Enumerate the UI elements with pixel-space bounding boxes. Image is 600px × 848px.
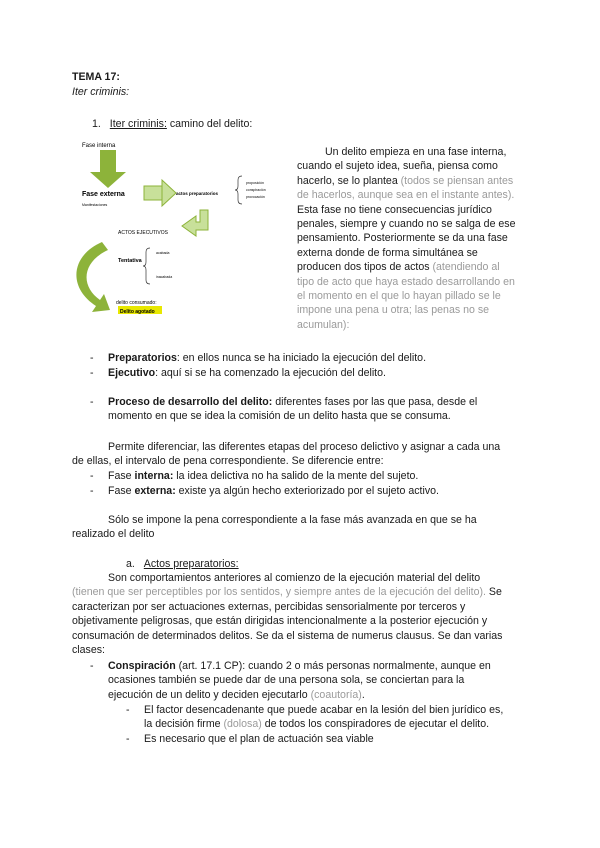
page-subtitle: Iter criminis:: [72, 86, 130, 98]
intro-line: externa donde de forma simultánea se: [297, 246, 478, 259]
section-heading-link-text: Iter criminis:: [109, 118, 167, 130]
arrow-right-shape: [144, 186, 162, 200]
diagram-delito-agotado: Delito agotado: [120, 309, 155, 315]
paragraph: Sólo se impone la pena correspondiente a la fase más avanzada en que se ha realizado el delito: [72, 514, 477, 541]
list-item: - Preparatorios: en ellos nunca se ha iniciado la ejecución del delito.: [90, 352, 427, 364]
diagram-fase-interna: Fase interna: [82, 143, 116, 149]
intro-line: hacerlo, se lo plantea (todos se piensan antes: [297, 174, 514, 187]
arrow-down-shape: [100, 150, 116, 174]
intro-line: Esta fase no tiene consecuencias jurídico: [297, 203, 492, 216]
diagram-fase-externa: Fase externa: [82, 191, 125, 198]
intro-line: impone una pena u otra; las penas no se: [297, 304, 490, 317]
brace-tentativa: [143, 248, 150, 284]
diagram-acabada: acabada: [156, 251, 170, 255]
list-item: - Fase externa: existe ya algún hecho exteriorizado por el sujeto activo.: [90, 485, 439, 497]
diagram-actos-ejecutivos: ACTOS EJECUTIVOS: [118, 230, 168, 236]
paragraph: Son comportamientos anteriores al comienzo de la ejecución material del delito (tienen que ser perceptibles por los sentidos, y siempre antes de la ejecución del delito). Se caracterizan por ser actuaciones externas, percibidas sensorialmente por terceros y objetivamente peligrosas, que están dirigidas intencionalmente a la posterior ejecución y consumación de determinados delitos. Se da el sistema de numerus clausus. Se dan varias clases:: [72, 572, 503, 657]
arrow-down-head: [90, 172, 126, 188]
section-number: 1.: [92, 118, 101, 130]
intro-line: penales, siempre y cuando no se salga de ese: [297, 218, 516, 231]
subsection-heading: a. Actos preparatorios:: [126, 558, 239, 570]
intro-line: tipo de acto que haya estado desarrollando en: [297, 275, 515, 288]
intro-line: el momento en el que lo hayan pillado se le: [297, 290, 501, 303]
diagram-inacabada: inacabada: [156, 275, 173, 279]
arrow-curve-shape: [76, 242, 110, 312]
arrow-right-head: [162, 180, 176, 206]
list-item: - Conspiración (art. 17.1 CP): cuando 2 o más personas normalmente, aunque en ocasiones también se puede dar de una persona sola, se conciertan para la ejecución de un delito y deciden ejecutarlo (coautoría).: [90, 660, 491, 701]
intro-paragraph: [297, 145, 537, 332]
intro-line: de hacerlos, aunque sea en el instante antes).: [297, 189, 515, 202]
section-heading: [92, 117, 252, 131]
intro-line: acumulan):: [297, 318, 350, 331]
intro-line: Un delito empieza en una fase interna,: [325, 146, 507, 158]
arrow-turn-shape: [182, 210, 208, 236]
paragraph: Permite diferenciar, las diferentes etapas del proceso delictivo y asignar a cada una de ellas, el intervalo de pena correspondiente. Se diferencie entre:: [72, 441, 501, 468]
sub-list-item: - El factor desencadenante que puede acabar en la lesión del bien jurídico es, la decisión firme (dolosa) de todos los conspiradores de ejecutar el delito.: [126, 704, 504, 731]
diagram-brace-text-3: provocación: [246, 195, 265, 199]
list-item: - Proceso de desarrollo del delito: diferentes fases por las que pasa, desde el momento en que se idea la comisión de un delito hasta que se consuma.: [90, 396, 478, 423]
list-item: - Fase interna: la idea delictiva no ha salido de la mente del sujeto.: [90, 470, 419, 482]
diagram-delito-consumado: delito consumado:: [116, 300, 157, 306]
sub-list-item: - Es necesario que el plan de actuación sea viable: [126, 733, 374, 745]
intro-line: cuando el sujeto idea, sueña, piensa como: [297, 160, 498, 173]
diagram-brace-text-2: conspiración: [246, 188, 266, 192]
list-item: - Ejecutivo: aquí si se ha comenzado la ejecución del delito.: [90, 367, 386, 379]
page-title: TEMA 17:: [72, 71, 120, 83]
intro-line: pensamiento. Posteriormente se da una fase: [297, 232, 508, 245]
diagram-brace-text-1: proposición: [246, 181, 264, 185]
diagram-tentativa: Tentativa: [118, 258, 142, 264]
iter-criminis-diagram: [60, 138, 290, 323]
diagram-fase-externa-sub: Manifestaciones: [82, 203, 108, 207]
intro-line: producen dos tipos de actos (atendiendo al: [297, 261, 500, 274]
section-heading-rest: camino del delito:: [166, 118, 253, 130]
brace-preparatorios: [235, 176, 242, 204]
diagram-actos-preparatorios: actos preparatorios: [176, 191, 219, 196]
